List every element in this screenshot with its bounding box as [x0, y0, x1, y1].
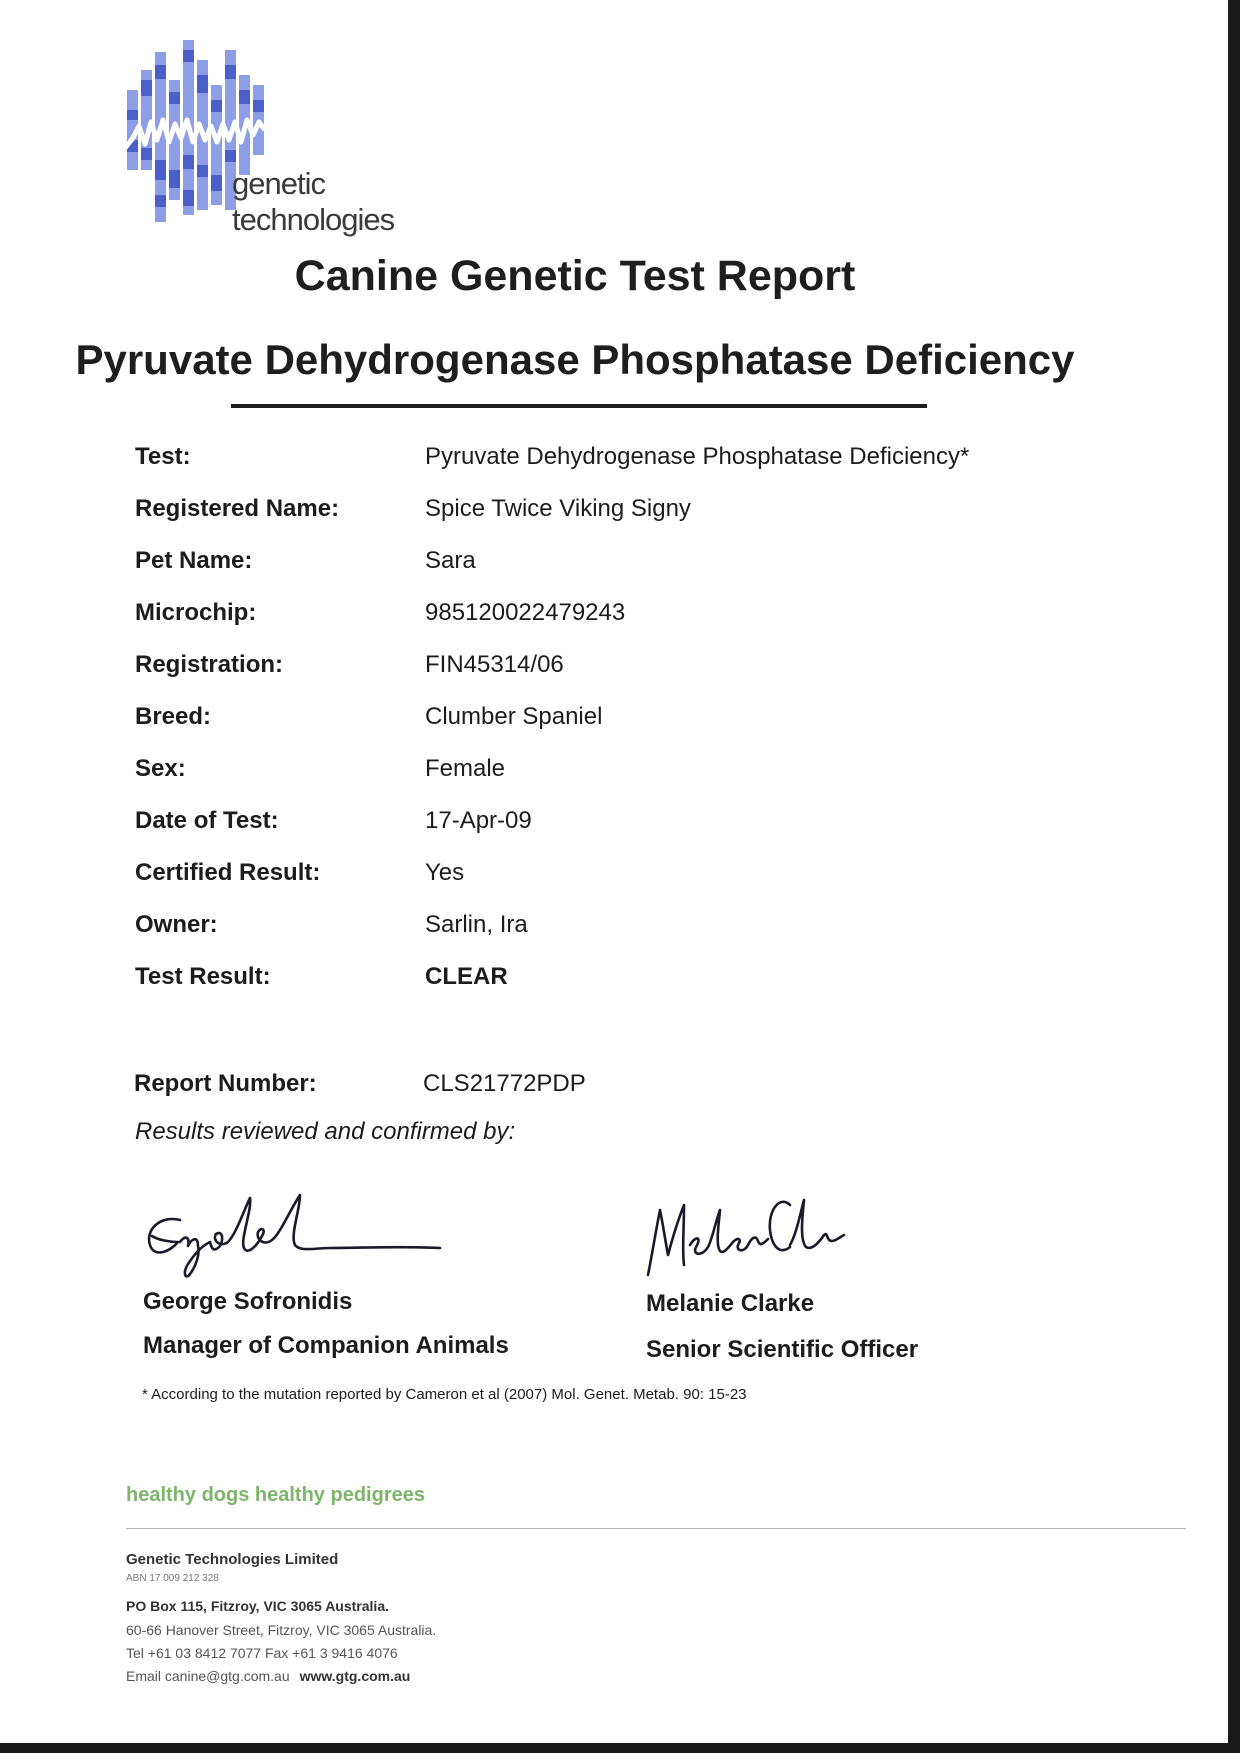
field-label: Date of Test: — [135, 807, 279, 834]
field-label: Registration: — [135, 651, 284, 678]
company-abn: ABN 17 009 212 328 — [126, 1573, 219, 1584]
footer-divider — [126, 1528, 1186, 1529]
contact-row — [126, 1668, 410, 1684]
field-value: CLS21772PDP — [423, 1070, 586, 1097]
reviewed-statement: Results reviewed and confirmed by: — [135, 1118, 516, 1145]
field-label: Test: — [135, 443, 191, 470]
field-value: FIN45314/06 — [425, 651, 564, 678]
postal-address: PO Box 115, Fitzroy, VIC 3065 Australia. — [126, 1598, 389, 1614]
logo-text: genetic technologies — [232, 166, 395, 237]
title-divider — [231, 404, 927, 408]
field-label: Report Number: — [134, 1070, 317, 1097]
test-result-value: CLEAR — [425, 963, 508, 990]
signature-george-sofronidis — [140, 1190, 450, 1290]
field-value: 985120022479243 — [425, 599, 626, 626]
page-edge-right — [1228, 0, 1240, 1753]
company-logo — [125, 30, 465, 237]
field-value: 17-Apr-09 — [425, 807, 532, 834]
signer-title: Senior Scientific Officer — [646, 1336, 919, 1363]
field-label: Registered Name: — [135, 495, 340, 522]
signer-name: George Sofronidis — [143, 1288, 353, 1315]
page-edge-bottom — [0, 1743, 1240, 1753]
field-label: Breed: — [135, 703, 212, 730]
signer-name: Melanie Clarke — [646, 1290, 815, 1317]
footer-tagline: healthy dogs healthy pedigrees — [126, 1484, 425, 1506]
field-value: Pyruvate Dehydrogenase Phosphatase Deficiency* — [425, 443, 970, 470]
company-name: Genetic Technologies Limited — [126, 1551, 339, 1568]
signer-title: Manager of Companion Animals — [143, 1332, 509, 1359]
field-label: Pet Name: — [135, 547, 253, 574]
field-value: Yes — [425, 859, 465, 886]
footnote: * According to the mutation reported by Cameron et al (2007) Mol. Genet. Metab. 90: 15-23 — [142, 1386, 747, 1403]
field-label: Certified Result: — [135, 859, 321, 886]
street-address: 60-66 Hanover Street, Fitzroy, VIC 3065 Australia. — [126, 1622, 437, 1638]
field-value: Sara — [425, 547, 476, 574]
field-value: Sarlin, Ira — [425, 911, 528, 938]
field-label: Sex: — [135, 755, 186, 782]
report-title: Canine Genetic Test Report — [294, 252, 856, 300]
website-link[interactable]: www.gtg.com.au — [299, 1668, 411, 1684]
signature-melanie-clarke — [640, 1185, 850, 1295]
field-label: Test Result: — [135, 963, 271, 990]
phone-fax: Tel +61 03 8412 7077 Fax +61 3 9416 4076 — [126, 1645, 398, 1661]
field-value: Clumber Spaniel — [425, 703, 603, 730]
field-label: Owner: — [135, 911, 218, 938]
report-subtitle: Pyruvate Dehydrogenase Phosphatase Deficiency — [75, 336, 1075, 383]
field-value: Female — [425, 755, 506, 782]
email-address: Email canine@gtg.com.au — [126, 1668, 290, 1684]
field-label: Microchip: — [135, 599, 257, 626]
field-value: Spice Twice Viking Signy — [425, 495, 691, 522]
